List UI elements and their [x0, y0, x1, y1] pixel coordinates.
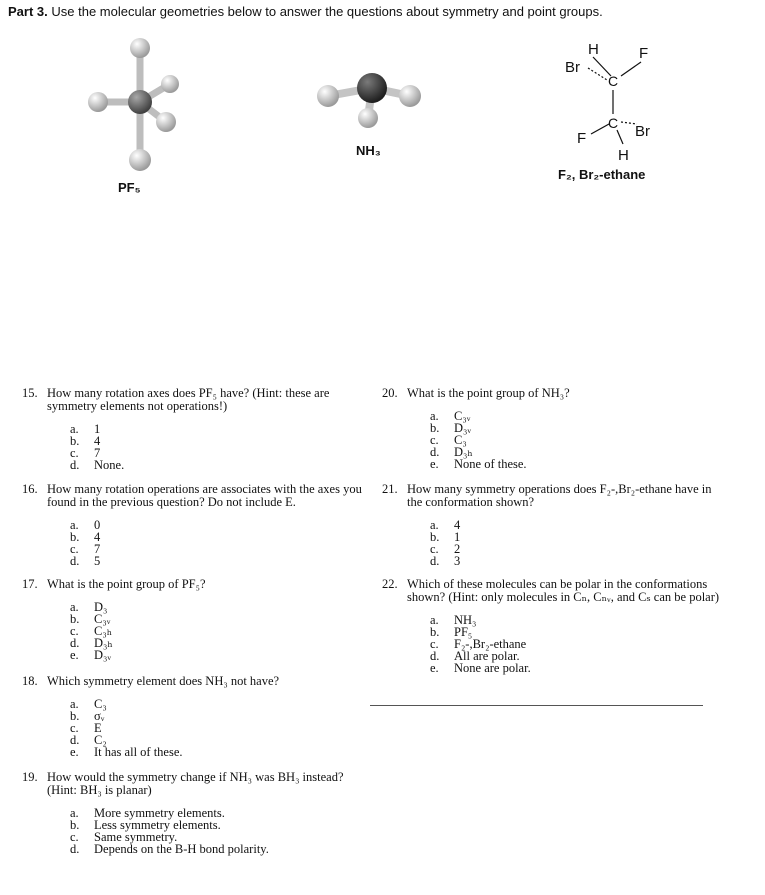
option-b[interactable]: b. 1 — [430, 530, 461, 544]
option-d[interactable]: d. All are polar. — [430, 649, 520, 663]
pf5-label: PF₅ — [118, 180, 141, 195]
option-b[interactable]: b. σᵥ — [70, 709, 105, 723]
option-c[interactable]: c. Same symmetry. — [70, 830, 178, 844]
option-a[interactable]: a. More symmetry elements. — [70, 806, 225, 820]
nh3-model — [310, 60, 430, 140]
option-a[interactable]: a. D₃ — [70, 600, 108, 614]
question-text: How many rotation axes does PF₅ have? (Hint: these are symmetry elements not operations!) — [47, 386, 330, 413]
option-list — [22, 601, 362, 661]
option-e[interactable]: e. It has all of these. — [70, 745, 183, 759]
question-number: 15. — [22, 386, 38, 400]
question-16 — [22, 483, 367, 567]
question-number: 22. — [382, 577, 398, 591]
question-number: 21. — [382, 482, 398, 496]
nh3-label: NH₃ — [356, 143, 381, 158]
option-a[interactable]: a. C₃ — [70, 697, 107, 711]
option-d[interactable]: d. 3 — [430, 554, 461, 568]
option-d[interactable]: d. 5 — [70, 554, 101, 568]
option-list — [22, 698, 362, 758]
option-d[interactable]: d. Depends on the B-H bond polarity. — [70, 842, 269, 856]
option-c[interactable]: c. E — [70, 721, 102, 735]
option-a[interactable]: a. 0 — [70, 518, 101, 532]
option-c[interactable]: c. C₃ — [430, 433, 467, 447]
option-d[interactable]: d. None. — [70, 458, 125, 472]
ethane-atom-c-top: C — [608, 73, 619, 89]
option-b[interactable]: b. Less symmetry elements. — [70, 818, 221, 832]
question-22 — [382, 578, 732, 674]
option-c[interactable]: c. F₂-,Br₂-ethane — [430, 637, 527, 651]
option-c[interactable]: c. 7 — [70, 542, 101, 556]
question-number: 19. — [22, 770, 38, 784]
option-b[interactable]: b. 4 — [70, 530, 101, 544]
pf5-model — [70, 30, 210, 180]
ethane-atom-h-bottom: H — [618, 147, 629, 164]
question-number: 16. — [22, 482, 38, 496]
option-c[interactable]: c. 2 — [430, 542, 461, 556]
answer-divider — [370, 705, 703, 706]
option-list — [382, 614, 732, 674]
option-e[interactable]: e. None are polar. — [430, 661, 531, 675]
option-list — [22, 519, 367, 567]
option-b[interactable]: b. PF₅ — [430, 625, 473, 639]
question-number: 17. — [22, 577, 38, 591]
question-text: What is the point group of NH₃? — [407, 386, 570, 400]
option-b[interactable]: b. C₃ᵥ — [70, 612, 111, 626]
question-text: What is the point group of PF₅? — [47, 577, 206, 591]
option-list — [22, 423, 362, 471]
part-header — [8, 4, 603, 19]
option-a[interactable]: a. NH₃ — [430, 613, 477, 627]
option-d[interactable]: d. D₃ₕ — [430, 445, 473, 459]
question-20 — [382, 387, 722, 470]
question-17 — [22, 578, 362, 661]
option-a[interactable]: a. C₃ᵥ — [430, 409, 471, 423]
option-list — [382, 519, 727, 567]
option-a[interactable]: a. 4 — [430, 518, 461, 532]
question-text: How many rotation operations are associates with the axes you found in the previous question? Do not include E. — [47, 482, 362, 509]
question-19 — [22, 771, 367, 855]
ethane-atom-f-bottom: F — [577, 130, 587, 147]
question-21 — [382, 483, 727, 567]
option-e[interactable]: e. D₃ᵥ — [70, 648, 112, 662]
option-list — [382, 410, 722, 470]
question-text: Which of these molecules can be polar in the conformations shown? (Hint: only molecules in Cₙ, Cₙᵥ, and Cₛ can be polar) — [407, 577, 720, 604]
ethane-atom-f-top: F — [639, 45, 649, 62]
option-c[interactable]: c. 7 — [70, 446, 101, 460]
question-number: 18. — [22, 674, 38, 688]
question-18 — [22, 675, 362, 758]
option-b[interactable]: b. 4 — [70, 434, 101, 448]
ethane-atom-c-bottom: C — [608, 115, 619, 131]
ethane-label: F₂, Br₂-ethane — [558, 167, 646, 182]
option-d[interactable]: d. C₂ — [70, 733, 107, 747]
ethane-atom-h-top: H — [588, 41, 599, 58]
question-15 — [22, 387, 362, 471]
question-text: Which symmetry element does NH₃ not have? — [47, 674, 280, 688]
option-c[interactable]: c. C₃ₕ — [70, 624, 113, 638]
ethane-atom-br-bottom: Br — [635, 123, 650, 140]
part-instruction: Use the molecular geometries below to answer the questions about symmetry and point groups. — [51, 4, 603, 19]
question-number: 20. — [382, 386, 398, 400]
option-e[interactable]: e. None of these. — [430, 457, 527, 471]
ethane-atom-br-top: Br — [565, 59, 580, 76]
option-d[interactable]: d. D₃ₕ — [70, 636, 113, 650]
option-b[interactable]: b. D₃ᵥ — [430, 421, 472, 435]
option-list — [22, 807, 367, 855]
question-text: How would the symmetry change if NH₃ was BH₃ instead? (Hint: BH₃ is planar) — [47, 770, 344, 797]
part-number: Part 3. — [8, 4, 48, 19]
question-text: How many symmetry operations does F₂-,Br₂-ethane have in the conformation shown? — [407, 482, 712, 509]
option-a[interactable]: a. 1 — [70, 422, 101, 436]
ethane-structure — [555, 38, 675, 168]
